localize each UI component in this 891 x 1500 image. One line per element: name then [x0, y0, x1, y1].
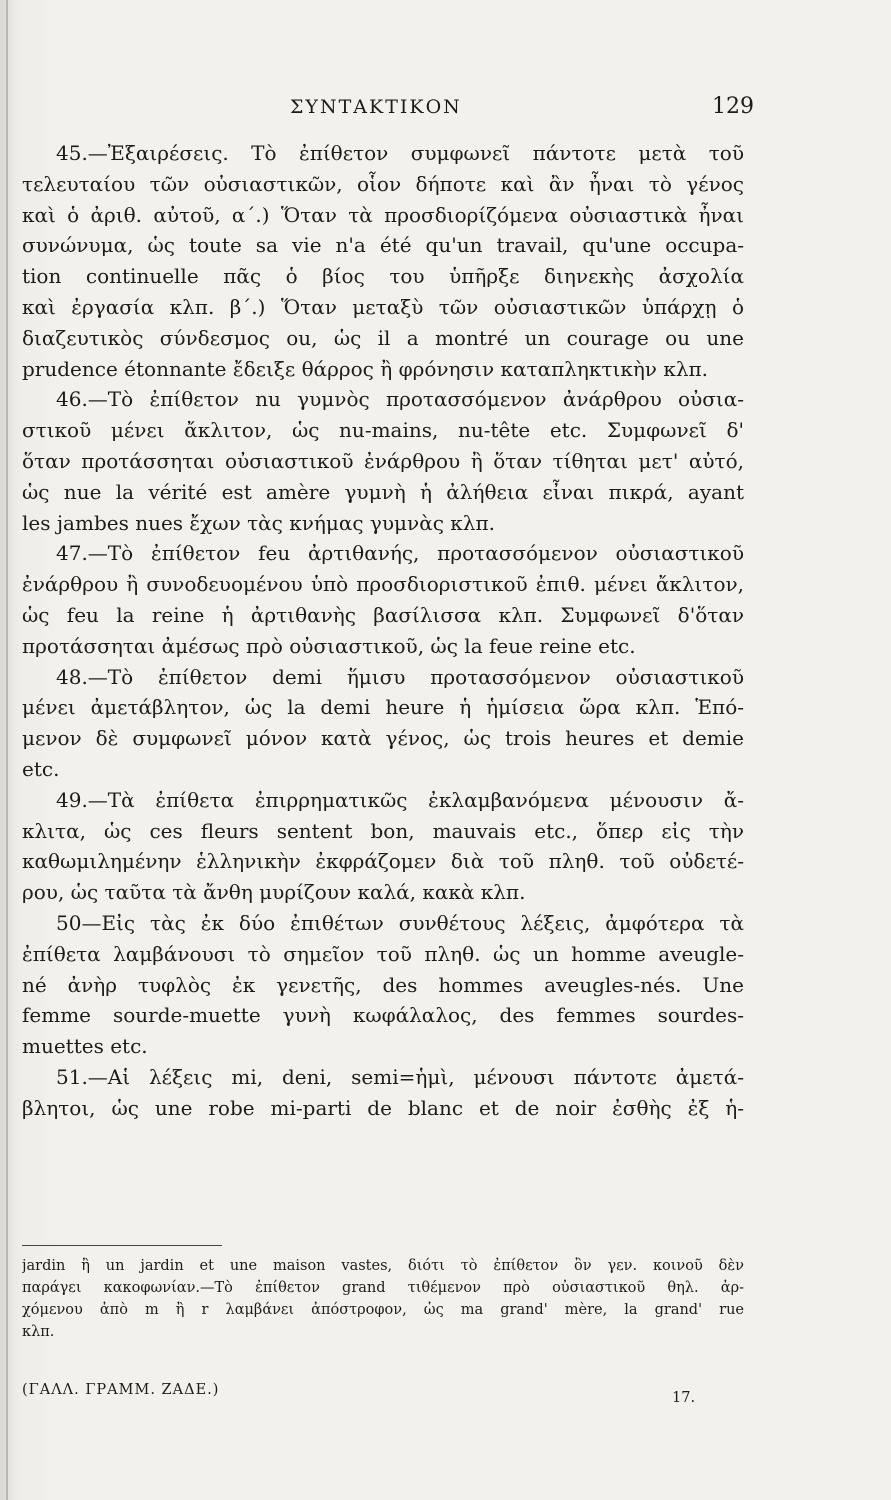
body-text — [22, 138, 744, 1124]
paragraph-47-line: προτάσσηται ἀμέσως πρὸ οὐσιαστικοῦ, ὡς la feue reine etc. — [22, 633, 636, 658]
footnote-rule — [22, 1245, 222, 1246]
signature-mark: (ΓΑΛΛ. ΓΡΑΜΜ. ΖΑΔΕ.) — [22, 1382, 220, 1398]
paragraph-50-line: muettes etc. — [22, 1034, 148, 1059]
paragraph-46-line: 46.—Τὸ ἐπίθετον nu γυμνὸς προτασσόμενον ἀνάρθρου οὐσια- — [56, 387, 744, 412]
paragraph-49-line: ρου, ὡς ταῦτα τὰ ἄνθη μυρίζουν καλά, κακὰ κλπ. — [22, 880, 526, 905]
paragraph-46-line: ὅταν προτάσσηται οὐσιαστικοῦ ἐνάρθρου ἢ ὅταν τίθηται μετ' αὐτό, — [22, 448, 744, 473]
paragraph-46-line: ὡς nue la vérité est amère γυμνὴ ἡ ἀλήθεια εἶναι πικρά, ayant — [22, 479, 744, 504]
paragraph-49-line: 49.—Τὰ ἐπίθετα ἐπιρρηματικῶς ἐκλαμβανόμενα μένουσιν ἄ- — [56, 787, 744, 812]
paragraph-51-line: βλητοι, ὡς une robe mi-parti de blanc et de noir ἐσθὴς ἐξ ἡ- — [22, 1095, 744, 1120]
footnote-line: παράγει κακοφωνίαν.—Τὸ ἐπίθετον grand τιθέμενον πρὸ οὐσιαστικοῦ θηλ. ἀρ- — [22, 1280, 744, 1296]
paragraph-49-line: κλιτα, ὡς ces fleurs sentent bon, mauvais etc., ὅπερ εἰς τὴν — [22, 818, 744, 843]
paragraph-50-line: 50—Εἰς τὰς ἐκ δύο ἐπιθέτων συνθέτους λέξεις, ἀμφότερα τὰ — [56, 910, 744, 935]
paragraph-45-line: συνώνυμα, ὡς toute sa vie n'a été qu'un travail, qu'une occupa- — [22, 233, 744, 258]
paragraph-47-line: ἐνάρθρου ἢ συνοδευομένου ὑπὸ προσδιοριστικοῦ ἐπιθ. μένει ἄκλιτον, — [22, 572, 744, 597]
paragraph-50-line: né ἀνὴρ τυφλὸς ἐκ γενετῆς, des hommes aveugles-nés. Une — [22, 972, 744, 997]
paragraph-50-line: ἐπίθετα λαμβάνουσι τὸ σημεῖον τοῦ πληθ. ὡς un homme aveugle- — [22, 941, 744, 966]
paragraph-48-line: μένει ἀμετάβλητον, ὡς la demi heure ἡ ἡμίσεια ὥρα κλπ. Ἑπό- — [22, 695, 744, 720]
paragraph-46-line: στικοῦ μένει ἄκλιτον, ὡς nu-mains, nu-tête etc. Συμφωνεῖ δ' — [22, 418, 744, 443]
sheet-number: 17. — [672, 1390, 696, 1406]
paragraph-45-line: τελευταίου τῶν οὐσιαστικῶν, οἷον δήποτε καὶ ἂν ἦναι τὸ γένος — [22, 171, 744, 196]
footnote — [22, 1255, 744, 1343]
paragraph-45-line: καὶ ἐργασία κλπ. β´.) Ὅταν μεταξὺ τῶν οὐσιαστικῶν ὑπάρχῃ ὁ — [22, 294, 744, 319]
paragraph-47-line: 47.—Τὸ ἐπίθετον feu ἀρτιθανής, προτασσόμενον οὐσιαστικοῦ — [56, 541, 744, 566]
paragraph-48-line: 48.—Τὸ ἐπίθετον demi ἥμισυ προτασσόμενον οὐσιαστικοῦ — [56, 664, 744, 689]
paragraph-50-line: femme sourde-muette γυνὴ κωφάλαλος, des femmes sourdes- — [22, 1003, 744, 1028]
paragraph-48-line: μενον δὲ συμφωνεῖ μόνον κατὰ γένος, ὡς trois heures et demie — [22, 726, 744, 751]
footnote-line: κλπ. — [22, 1324, 55, 1340]
paragraph-45-line: 45.—Ἐξαιρέσεις. Τὸ ἐπίθετον συμφωνεῖ πάντοτε μετὰ τοῦ — [56, 141, 744, 165]
paragraph-46-line: les jambes nues ἔχων τὰς κνήμας γυμνὰς κλπ. — [22, 510, 495, 535]
paragraph-45-line: διαζευτικὸς σύνδεσμος ou, ὡς il a montré un courage ou une — [22, 325, 744, 350]
paragraph-45-line: καὶ ὁ ἀριθ. αὐτοῦ, α´.) Ὅταν τὰ προσδιορίζόμενα οὐσιαστικὰ ἦναι — [22, 202, 744, 227]
paragraph-45-line: prudence étonnante ἔδειξε θάρρος ἢ φρόνησιν καταπληκτικὴν κλπ. — [22, 356, 708, 381]
paragraph-47-line: ὡς feu la reine ἡ ἀρτιθανὴς βασίλισσα κλπ. Συμφωνεῖ δ'ὅταν — [22, 602, 744, 627]
footnote-line: χόμενου ἀπὸ m ἢ r λαμβάνει ἀπόστροφον, ὡς ma grand' mère, la grand' rue — [22, 1302, 744, 1318]
paragraph-48-line: etc. — [22, 756, 60, 781]
page-header — [0, 96, 891, 126]
paragraph-45-line: tion continuelle πᾶς ὁ βίος του ὑπῆρξε διηνεκὴς ἀσχολία — [22, 264, 744, 289]
gutter-shadow — [6, 0, 8, 1500]
paragraph-51-line: 51.—Αἱ λέξεις mi, deni, semi=ἡμὶ, μένουσι πάντοτε ἀμετά- — [56, 1064, 744, 1089]
running-title: ΣΥΝΤΑΚΤΙΚΟΝ — [290, 96, 462, 118]
footnote-line: jardin ἢ un jardin et une maison vastes, διότι τὸ ἐπίθετον ὂν γεν. κοινοῦ δὲν — [22, 1258, 744, 1274]
paragraph-49-line: καθωμιλημένην ἑλληνικὴν ἐκφράζομεν διὰ τοῦ πληθ. τοῦ οὐδετέ- — [22, 849, 744, 874]
page-number: 129 — [712, 94, 754, 119]
